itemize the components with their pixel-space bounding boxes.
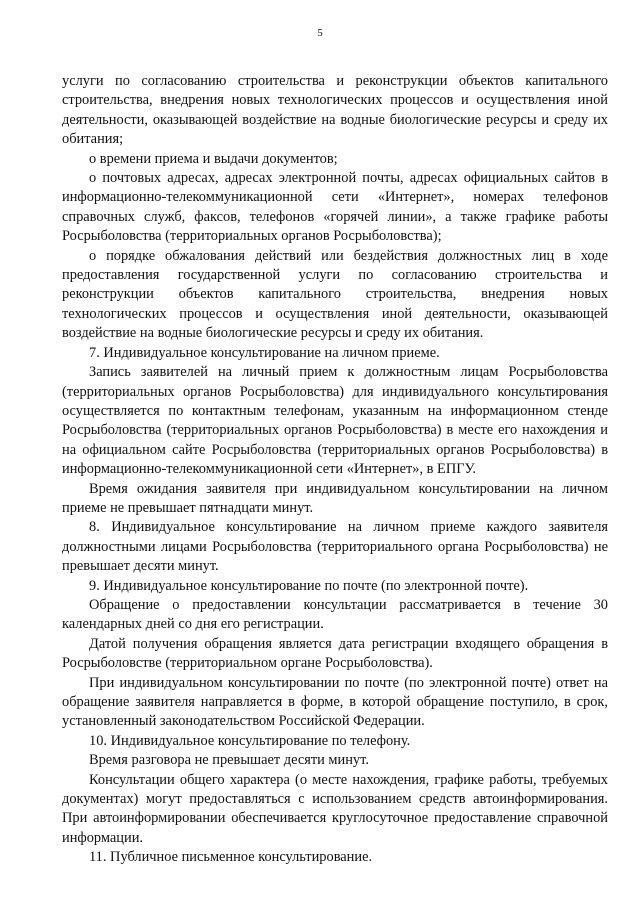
paragraph: о порядке обжалования действий или бездействия должностных лиц в ходе предоставления государственной услуги по согласованию строительства и реконструкции объектов капитального строительства, внедрения новых технологических процессов и осуществления иной деятельности, оказывающей воздействие на водные биологические ресурсы и среду их обитания. [62,247,608,342]
paragraph: Датой получения обращения является дата регистрации входящего обращения в Росрыболовстве (территориальном органе Росрыболовства). [62,635,608,672]
document-body [62,72,608,868]
paragraph: Время ожидания заявителя при индивидуальном консультировании на личном приеме не превышает пятнадцати минут. [62,480,608,516]
paragraph: Консультации общего характера (о месте нахождения, графике работы, требуемых документах) могут предоставляться с использованием средств автоинформирования. При автоинформировании обеспечивается круглосуточное предоставление справочной информации. [62,771,608,846]
section-heading: 7. Индивидуальное консультирование на личном приеме. [89,344,440,361]
paragraph: услуги по согласованию строительства и реконструкции объектов капитального строительства, внедрения новых технологических процессов и осуществления иной деятельности, оказывающей воздействие на водные биологические ресурсы и среду их обитания; [62,73,608,148]
section-heading: 8. Индивидуальное консультирование на личном приеме каждого заявителя должностными лицами Росрыболовства (территориального органа Росрыболовства) не превышает десяти минут. [62,519,608,575]
paragraph: Время разговора не превышает десяти минут. [89,752,369,769]
paragraph: о времени приема и выдачи документов; [89,150,338,167]
page-number: 5 [317,27,323,39]
section-heading: 10. Индивидуальное консультирование по телефону. [89,732,411,749]
paragraph: При индивидуальном консультировании по почте (по электронной почте) ответ на обращение заявителя направляется в форме, в которой обращение поступило, в срок, установленный законодательством Российской Федерации. [62,674,608,730]
paragraph: Запись заявителей на личный прием к должностным лицам Росрыболовства (территориальных органов Росрыболовства) для индивидуального консультирования осуществляется по контактным телефонам, указанным на информационном стенде Росрыболовства (территориальных органов Росрыболовства) в месте его нахождения и на официальном сайте Росрыболовства (территориальных органов Росрыболовства) в информационно-телекоммуникационной сети «Интернет», в ЕПГУ. [62,364,608,478]
paragraph: о почтовых адресах, адресах электронной почты, адресах официальных сайтов в информационно-телекоммуникационной сети «Интернет», номерах телефонов справочных служб, факсов, телефонов «горячей линии», а также графике работы Росрыболовства (территориальных органов Росрыболовства); [62,170,608,245]
paragraph: Обращение о предоставлении консультации рассматривается в течение 30 календарных дней со дня его регистрации. [62,596,608,633]
section-heading: 9. Индивидуальное консультирование по почте (по электронной почте). [89,577,529,594]
section-heading: 11. Публичное письменное консультирование. [89,849,373,866]
